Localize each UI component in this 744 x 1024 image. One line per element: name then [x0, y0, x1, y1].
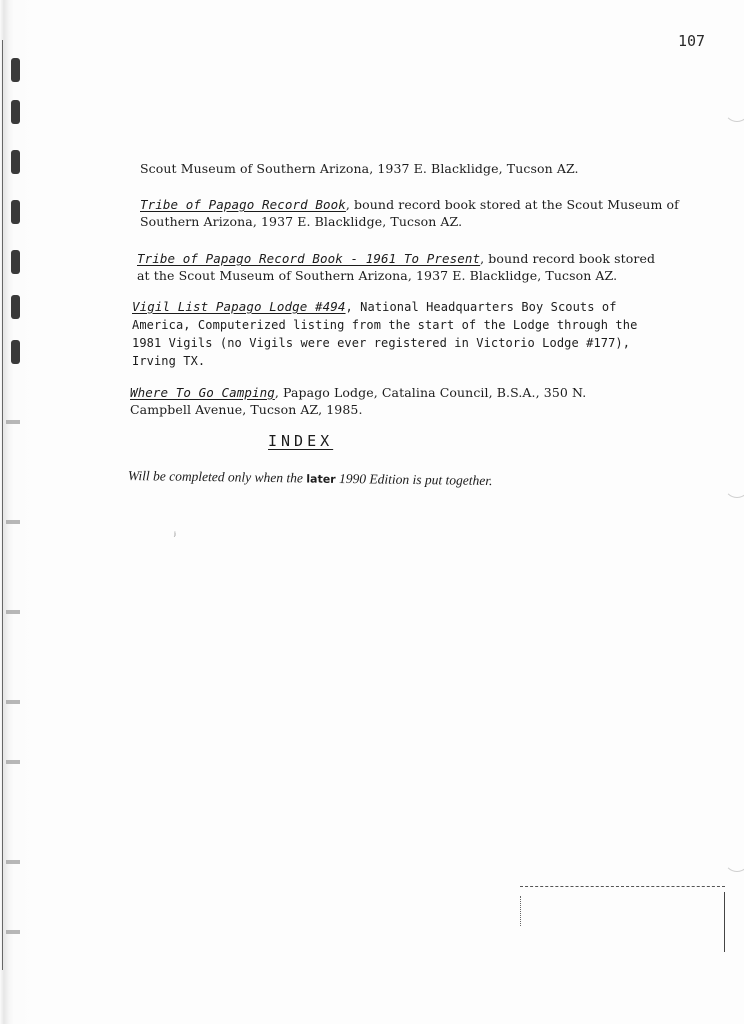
bibliography-entry: [132, 298, 652, 370]
page-number: 107: [678, 32, 706, 50]
page-curl-mark: [724, 96, 744, 122]
binding-line: [2, 40, 3, 970]
entry-text: , National Headquarters Boy Scouts of America, Computerized listing from the start of the Lodge through the 1981 Vigils (no Vigils were ever registered in Victorio Lodge #177), Irving TX.: [132, 300, 638, 368]
index-heading: INDEX: [268, 432, 334, 450]
scan-speckle: [6, 930, 20, 934]
entry-text: Scout Museum of Southern Arizona, 1937 E. Blacklidge, Tucson AZ.: [140, 161, 579, 176]
binding-hole: [11, 295, 20, 319]
binding-hole: [11, 150, 20, 174]
binding-edge: [0, 0, 34, 1024]
entry-title: Tribe of Papago Record Book - 1961 To Present: [137, 251, 481, 266]
handwritten-insertion: later: [306, 472, 336, 486]
entry-title: Tribe of Papago Record Book: [140, 197, 346, 212]
index-note-text: 1990 Edition is put together.: [338, 470, 493, 489]
bibliography-entry: [137, 250, 667, 284]
binding-hole: [11, 100, 20, 124]
entry-text: , Papago Lodge, Catalina Council, B.S.A., 350 N. Campbell Avenue, Tucson AZ, 1985.: [130, 385, 587, 417]
scan-speckle: [6, 760, 20, 764]
scan-artifact: [724, 892, 725, 952]
binding-hole: [11, 58, 20, 82]
entry-text: , bound record book stored at the Scout Museum of Southern Arizona, 1937 E. Blacklidge, Tucson AZ.: [140, 197, 679, 229]
binding-hole: [11, 200, 20, 224]
bibliography-entry: [140, 196, 680, 230]
page-curl-mark: [724, 472, 744, 498]
index-note-text: Will be completed only when the: [127, 468, 304, 486]
entry-title: Where To Go Camping: [130, 385, 275, 400]
index-note: [128, 468, 493, 489]
scan-artifact: [520, 886, 725, 887]
scan-speckle: [6, 610, 20, 614]
scan-speckle: [6, 520, 20, 524]
binding-hole: [11, 340, 20, 364]
scan-speckle: [6, 860, 20, 864]
entry-title: Vigil List Papago Lodge #494: [132, 299, 346, 314]
binding-hole: [11, 250, 20, 274]
stray-pen-mark: ʲ: [174, 530, 176, 541]
scan-artifact: [520, 896, 521, 926]
scan-speckle: [6, 420, 20, 424]
scan-speckle: [6, 700, 20, 704]
bibliography-entry: [140, 160, 640, 177]
bibliography-entry: [130, 384, 630, 418]
entry-text: , bound record book stored at the Scout Museum of Southern Arizona, 1937 E. Blacklidge, Tucson AZ.: [137, 251, 656, 283]
page-curl-mark: [724, 846, 744, 872]
